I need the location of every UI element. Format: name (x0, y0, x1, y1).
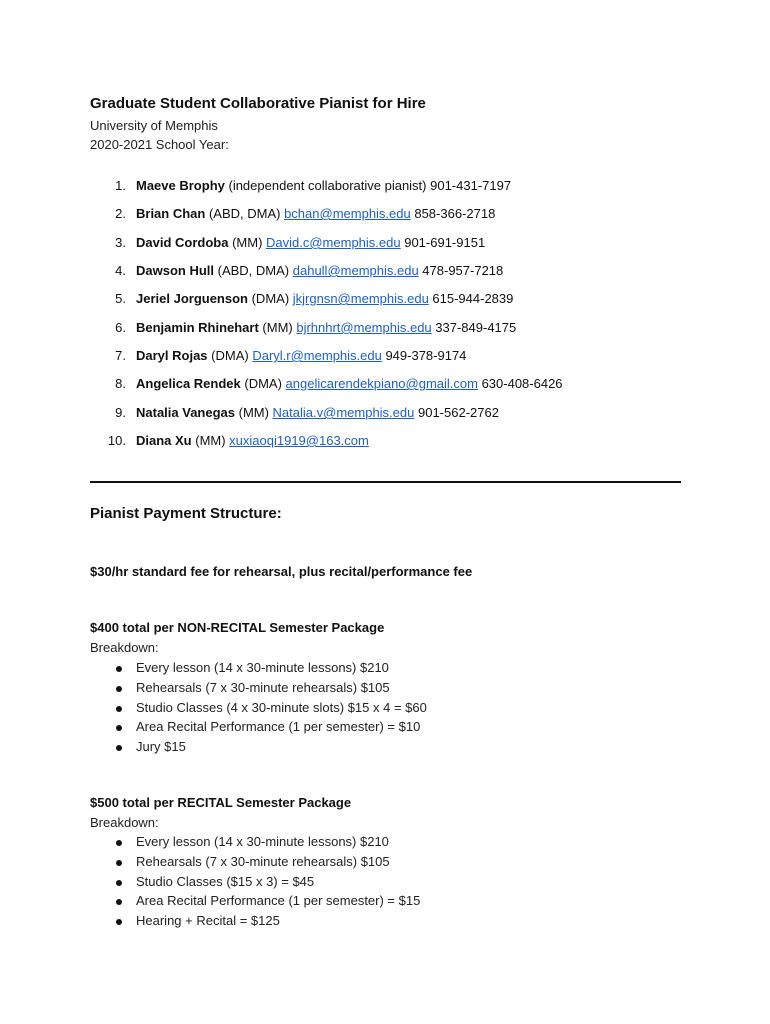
pianist-name: Benjamin Rhinehart (136, 320, 259, 335)
pianist-name: Diana Xu (136, 433, 192, 448)
pianist-detail: (MM) (258, 320, 297, 335)
page-title: Graduate Student Collaborative Pianist for Hire (90, 95, 426, 112)
email-link[interactable]: bjrhnhrt@memphis.edu (296, 320, 432, 335)
institution-name: University of Memphis (90, 118, 218, 133)
list-number: 10. (107, 433, 126, 448)
bullet-icon (116, 686, 122, 692)
phone-number: 478-957-7218 (418, 263, 504, 278)
list-number: 4. (115, 263, 126, 278)
pianist-detail: (independent collaborative pianist) 901-431-7197 (224, 178, 512, 193)
payment-section-title: Pianist Payment Structure: (90, 505, 282, 522)
bullet-icon (116, 919, 122, 925)
pianist-name: David Cordoba (136, 235, 229, 250)
email-link[interactable]: jkjrgnsn@memphis.edu (292, 291, 429, 306)
list-number: 5. (115, 291, 126, 306)
pianist-name: Maeve Brophy (136, 178, 225, 193)
pianist-detail: (ABD, DMA) (205, 206, 285, 221)
pianist-detail: (ABD, DMA) (214, 263, 293, 278)
phone-number: 615-944-2839 (428, 291, 514, 306)
email-link[interactable]: xuxiaoqi1919@163.com (229, 433, 369, 448)
recital-package-heading: $500 total per RECITAL Semester Package (90, 795, 352, 810)
list-number: 3. (115, 235, 126, 250)
phone-number: 949-378-9174 (381, 348, 467, 363)
bullet-icon (116, 745, 122, 751)
email-link[interactable]: David.c@memphis.edu (266, 235, 401, 250)
phone-number: 901-691-9151 (400, 235, 486, 250)
email-link[interactable]: dahull@memphis.edu (292, 263, 419, 278)
list-number: 7. (115, 348, 126, 363)
email-link[interactable]: Natalia.v@memphis.edu (272, 405, 415, 420)
horizontal-divider (90, 481, 681, 483)
list-number: 8. (115, 376, 126, 391)
pianist-name: Brian Chan (136, 206, 206, 221)
phone-number: 630-408-6426 (477, 376, 563, 391)
pianist-name: Daryl Rojas (136, 348, 208, 363)
pianist-detail: (DMA) (247, 291, 293, 306)
bullet-icon (116, 666, 122, 672)
bullet-icon (116, 840, 122, 846)
email-link[interactable]: bchan@memphis.edu (284, 206, 411, 221)
bullet-icon (116, 899, 122, 905)
pianist-name: Angelica Rendek (136, 376, 241, 391)
pianist-detail: (DMA) (240, 376, 286, 391)
non-recital-package-heading: $400 total per NON-RECITAL Semester Package (90, 620, 385, 635)
list-number: 9. (115, 405, 126, 420)
list-number: 1. (115, 178, 126, 193)
list-number: 2. (115, 206, 126, 221)
bullet-icon (116, 860, 122, 866)
breakdown-label: Breakdown: (90, 815, 159, 830)
school-year: 2020-2021 School Year: (90, 137, 229, 152)
breakdown-label: Breakdown: (90, 640, 159, 655)
pianist-name: Natalia Vanegas (136, 405, 235, 420)
pianist-detail: (MM) (228, 235, 267, 250)
phone-number: 901-562-2762 (414, 405, 499, 420)
bullet-icon (116, 880, 122, 886)
pianist-detail: (MM) (235, 405, 273, 420)
email-link[interactable]: Daryl.r@memphis.edu (252, 348, 382, 363)
pianist-detail: (MM) (191, 433, 230, 448)
pianist-name: Jeriel Jorguenson (136, 291, 248, 306)
pianist-name: Dawson Hull (136, 263, 215, 278)
list-number: 6. (115, 320, 126, 335)
pianist-detail: (DMA) (207, 348, 253, 363)
phone-number: 337-849-4175 (431, 320, 517, 335)
phone-number: 858-366-2718 (410, 206, 496, 221)
bullet-icon (116, 706, 122, 712)
document-page: Graduate Student Collaborative Pianist for Hire University of Memphis 2020-2021 School Year: 1. Maeve Brophy (independent collaborative pianist) 901-431-7197 2. Brian Chan (ABD, DMA) bchan@memphis.edu 858-366-2718 3. David Cordoba (MM) David.c@memphis.edu 901-691-9151 4. Dawson Hull (ABD, DMA) dahull@memphis.edu 478-957-7218 5. Jeriel Jorguenson (DMA) jkjrgnsn@memphis.edu 615-944-2839 6. Benjamin Rhinehart (MM) bjrhnhrt@memphis.edu 337-849-4175 7. Daryl Rojas (DMA) Daryl.r@memphis.edu 949-378-9174 8. Angelica Rendek (DMA) angelicarendekpiano@gmail.com 630-408-6426 9. Natalia Vanegas (MM) Natalia.v@memphis.edu 901-562-2762 10. Diana Xu (MM) xuxiaoqi1919@163.com Pianist Payment Structure: $30/hr standard fee for rehearsal, plus recital/performance fee $400 total per NON-RECITAL Semester Package Breakdown: Every lesson (14 x 30-minute lessons) $210 Rehearsals (7 x 30-minute rehearsals) $105 Studio Classes (4 x 30-minute slots) $15 x 4 = $60 Area Recital Performance (1 per semester) = $10 Jury $15 $500 total per RECITAL Semester Package Breakdown: Every lesson (14 x 30-minute lessons) $210 Rehearsals (7 x 30-minute rehearsals) $105 Studio Classes ($15 x 3) = $45 Area Recital Performance (1 per semester) = $15 Hearing + Recital = $125 (0, 0, 770, 1024)
standard-fee: $30/hr standard fee for rehearsal, plus recital/performance fee (90, 564, 473, 579)
bullet-icon (116, 725, 122, 731)
email-link[interactable]: angelicarendekpiano@gmail.com (285, 376, 478, 391)
